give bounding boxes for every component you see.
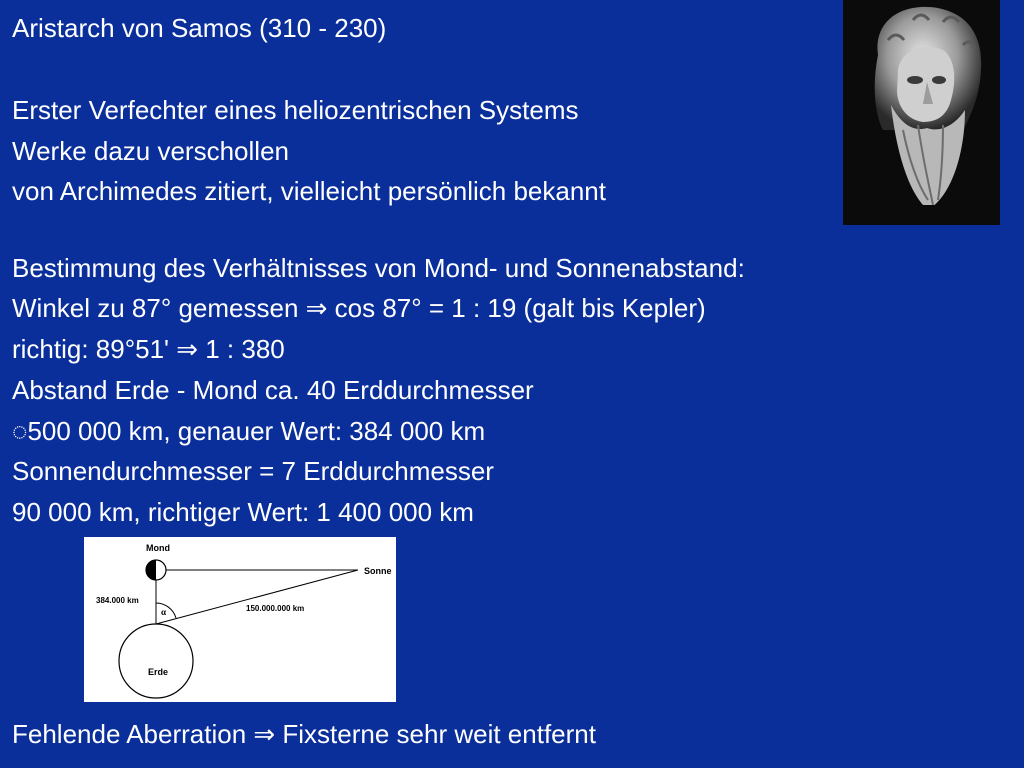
body-line-1: Bestimmung des Verhältnisses von Mond- und Sonnenabstand: xyxy=(12,253,745,283)
intro-line-1: Erster Verfechter eines heliozentrischen Systems xyxy=(12,95,579,125)
body-line-3: richtig: 89°51' ⇒ 1 : 380 xyxy=(12,334,285,364)
label-erde: Erde xyxy=(147,667,169,677)
body-line-5: ◌500 000 km, genauer Wert: 384 000 km xyxy=(12,416,486,446)
label-mond-distance: 384.000 km xyxy=(96,596,139,605)
earth-circle xyxy=(119,624,193,698)
body-line-2: Winkel zu 87° gemessen ⇒ cos 87° = 1 : 19 (galt bis Kepler) xyxy=(12,293,706,323)
moon-sun-geometry-diagram xyxy=(84,537,396,702)
label-angle: α xyxy=(161,607,167,617)
label-sun-distance: 150.000.000 km xyxy=(246,604,305,613)
slide-title: Aristarch von Samos (310 - 230) xyxy=(12,13,387,43)
body-line-6: Sonnendurchmesser = 7 Erddurchmesser xyxy=(12,456,494,486)
body-line-4: Abstand Erde - Mond ca. 40 Erddurchmesser xyxy=(12,375,534,405)
aristarchus-bust-image xyxy=(843,0,1000,225)
footer-line: Fehlende Aberration ⇒ Fixsterne sehr weit entfernt xyxy=(12,719,596,749)
body-line-7: 90 000 km, richtiger Wert: 1 400 000 km xyxy=(12,497,474,527)
label-mond: Mond xyxy=(146,543,170,553)
label-sonne: Sonne xyxy=(364,566,392,576)
intro-line-3: von Archimedes zitiert, vielleicht persönlich bekannt xyxy=(12,176,606,206)
intro-line-2: Werke dazu verschollen xyxy=(12,136,289,166)
